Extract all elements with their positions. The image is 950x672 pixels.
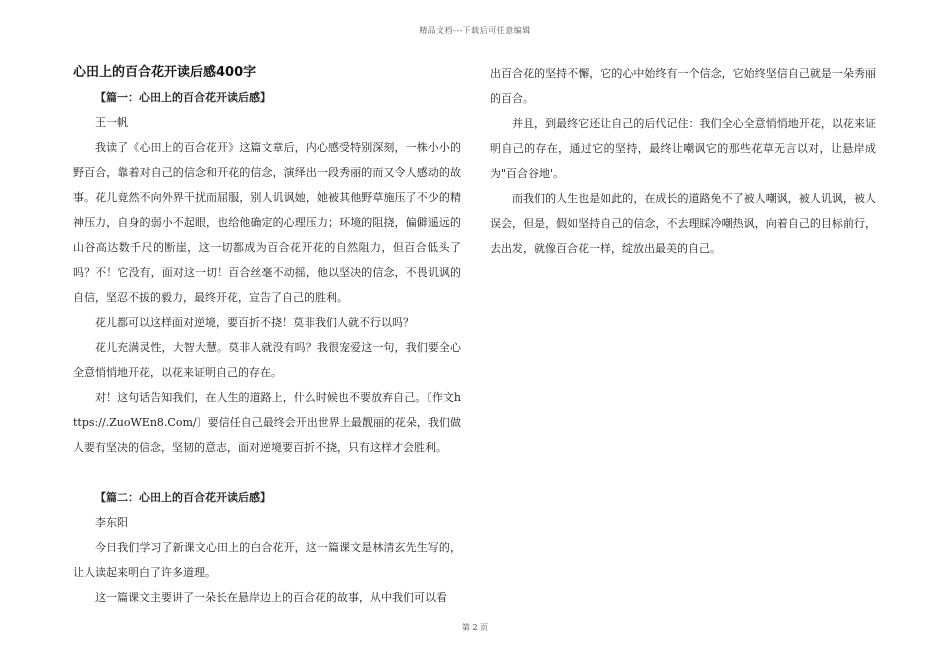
- section1-author: 王一帆: [95, 116, 128, 129]
- section-spacer: [73, 460, 461, 485]
- section1-heading: 【篇一：心田上的百合花开读后感】: [95, 91, 271, 104]
- page-number: 第 2 页: [461, 623, 489, 632]
- document-title: 心田上的百合花开读后感400字: [73, 65, 257, 80]
- right-paragraph-3: 而我们的人生也是如此的，在成长的道路免不了被人嘲讽，被人讥讽，被人误会，但是，假如坚持自己的信念，不去理睬冷嘲热讽，向着自己的目标前行，去出发，就像百合花一样，绽放出最美的自己。: [490, 192, 876, 255]
- left-column: [73, 61, 461, 610]
- section1-paragraph-2: 花儿都可以这样面对逆境，要百折不挠！莫非我们人就不行以吗？: [95, 316, 414, 329]
- section1-paragraph-4: 对！这句话告知我们，在人生的道路上，什么时候也不要放弃自己。〔作文https://.ZuoWEn8.Com/〕要信任自己最终会开出世界上最靓丽的花朵，我们做人要有坚决的信念，坚韧的意志，面对逆境要百折不挠，只有这样才会胜利。: [73, 391, 461, 454]
- section1-paragraph-1: 我读了《心田上的百合花开》这篇文章后，内心感受特别深刻，一株小小的野百合，靠着对自己的信念和开花的信念，演绎出一段秀丽的而又令人感动的故事。花儿竟然不向外界干扰而屈服，别人讥讽她，她被其他野草施压了不少的精神压力，自身的弱小不起眼，也给他确定的心理压力；环境的阻挠，偏僻遥远的山谷高达数千尺的断崖，这一切都成为百合花开花的自然阻力，但百合低头了吗？不！它没有，面对这一切！百合丝毫不动摇，他以坚决的信念，不畏讥讽的自信，坚忍不拔的毅力，最终开花，宣告了自己的胜利。: [73, 141, 461, 304]
- section2-heading: 【篇二：心田上的百合花开读后感】: [95, 491, 271, 504]
- section2-paragraph-1: 今日我们学习了新课文心田上的白合花开，这一篇课文是林清玄先生写的，让人读起来明白了许多道理。: [73, 541, 461, 579]
- section1-paragraph-3: 花儿充满灵性，大智大慧。莫非人就没有吗？我很宠爱这一句，我们要全心全意悄悄地开花，以花来证明自己的存在。: [73, 341, 461, 379]
- page-header: 精品文档---下载后可任意编辑: [419, 26, 531, 35]
- right-paragraph-2: 并且，到最终它还让自己的后代记住：我们全心全意悄悄地开花，以花来证明自己的存在，通过它的坚持，最终让嘲讽它的那些花草无言以对，让悬岸成为"百合谷地'。: [490, 117, 876, 180]
- right-column: [490, 61, 876, 261]
- section2-author: 李东阳: [95, 516, 128, 529]
- right-paragraph-1: 出百合花的坚持不懈，它的心中始终有一个信念，它始终坚信自己就是一朵秀丽的百合。: [490, 67, 876, 105]
- section2-paragraph-2: 这一篇课文主要讲了一朵长在悬岸边上的百合花的故事，从中我们可以看: [95, 591, 447, 604]
